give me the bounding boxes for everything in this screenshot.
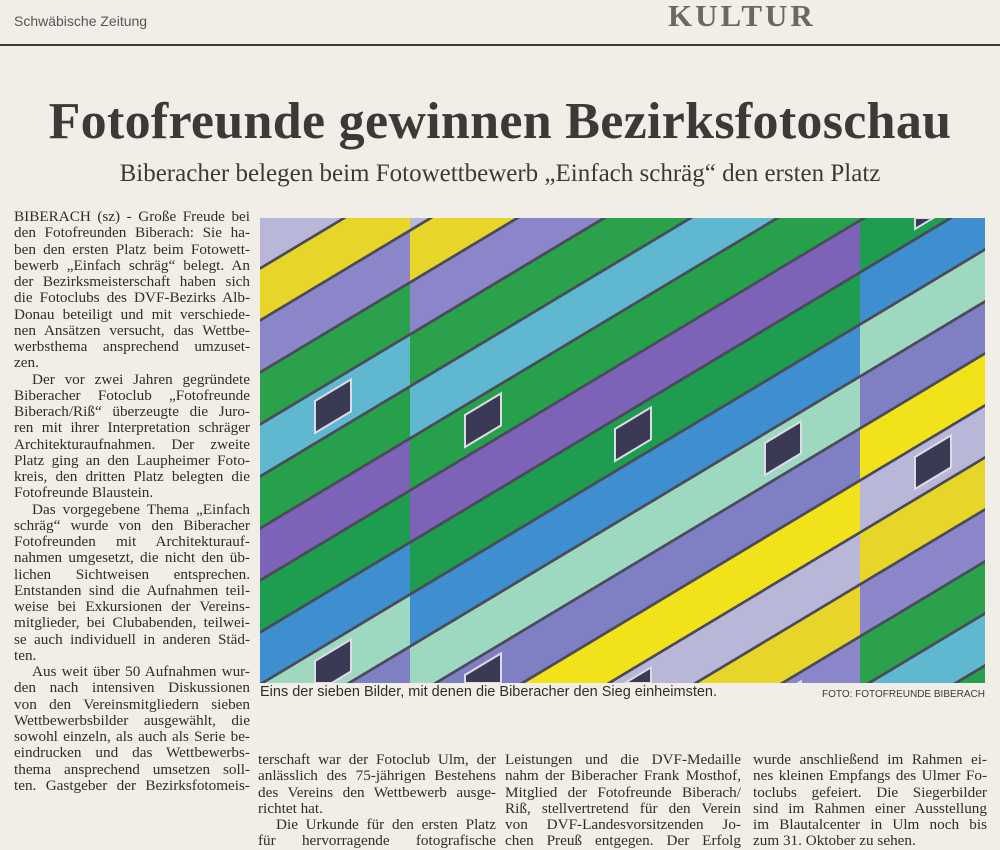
text-line: Entstanden sind die Aufnahmen teil-: [14, 582, 250, 599]
text-line: BIBERACH (sz) - Große Freude bei: [14, 209, 250, 225]
header-rule: [0, 44, 1000, 46]
text-line: richtet hat.: [258, 800, 323, 817]
text-line: weise bei Exkursionen der Vereins-: [14, 599, 250, 615]
text-line: lichen Sichtweisen entsprechen.: [14, 566, 250, 583]
text-line: der Bezirksmeisterschaft haben sich: [14, 274, 250, 290]
text-column-3: [505, 752, 741, 850]
text-line: den Fotofreunden Biberach: Sie ha-: [14, 225, 250, 242]
text-line: für hervorragende fotografische: [258, 833, 496, 850]
text-line: von DVF-Landesvorsitzenden Jo-: [505, 817, 741, 833]
text-line: Architekturaufnahmen. Der zweite: [14, 436, 250, 453]
text-line: Biberacher Fotoclub „Fotofreunde: [14, 387, 250, 404]
text-line: chen Preuß entgegen. Der Erfolg: [505, 833, 741, 850]
text-column-2: [258, 752, 496, 850]
text-line: schräg“ wurde von den Biberacher: [14, 517, 250, 534]
text-line: Leistungen und die DVF-Medaille: [505, 752, 741, 768]
text-line: Der vor zwei Jahren gegründete: [32, 371, 250, 388]
text-line: sind im Rahmen einer Ausstellung: [753, 800, 987, 817]
text-line: des Vereins den Wettbewerb ausge-: [258, 784, 496, 801]
text-line: sowohl einzeln, als auch als Serie be-: [14, 729, 250, 745]
text-line: Fotofreunden mit Architekturauf-: [14, 534, 250, 550]
text-line: se auch individuell in anderen Städ-: [14, 631, 250, 648]
text-column-1: [14, 209, 250, 794]
photo-credit: FOTO: FOTOFREUNDE BIBERACH: [822, 689, 985, 700]
text-line: thema ansprechend umsetzen soll-: [14, 761, 250, 778]
text-line: eindrucken und das Wettbewerbs-: [14, 745, 250, 762]
text-line: ten. Gastgeber der Bezirksfotomeis-: [14, 777, 250, 794]
facade-window: [798, 681, 801, 683]
article-photo: [260, 218, 985, 683]
section-title: KULTUR: [668, 0, 816, 33]
text-line: wurde anschließend im Rahmen ei-: [753, 752, 987, 768]
text-line: nahm der Biberacher Frank Mosthof,: [505, 768, 741, 785]
text-line: Die Urkunde für den ersten Platz: [276, 817, 496, 833]
photo-facade-stripes: [260, 218, 985, 683]
text-line: bewerb „Einfach schräg“ belegt. An: [14, 257, 250, 274]
subheadline: Biberacher belegen beim Fotowettbewerb „Einfach schräg“ den ersten Platz: [119, 160, 881, 187]
text-line: Riß, stellvertretend für den Verein: [505, 800, 741, 817]
text-line: ren mit ihrer Interpretation schräger: [14, 420, 250, 437]
text-line: ten.: [14, 647, 37, 664]
text-line: kreis, den dritten Platz belegten die: [14, 469, 250, 485]
text-line: zum 31. Oktober zu sehen.: [753, 833, 916, 850]
text-line: Aus weit über 50 Aufnahmen wur-: [32, 664, 250, 680]
headline: Fotofreunde gewinnen Bezirksfotoschau: [48, 93, 952, 150]
text-line: toclubs gefeiert. Die Siegerbilder: [753, 784, 987, 801]
text-line: die Fotoclubs des DVF-Bezirks Alb-: [14, 290, 250, 307]
text-line: den nach intensiven Diskussionen: [14, 680, 250, 697]
text-line: Platz ging an den Laupheimer Foto-: [14, 452, 250, 469]
text-line: Mitglied der Fotofreunde Biberach/: [505, 784, 741, 801]
text-line: Fotofreunde Blaustein.: [14, 485, 154, 502]
text-line: werbsthema ansprechend umzuset-: [14, 339, 250, 355]
text-line: mitglieder, bei Clubabenden, teilwei-: [14, 615, 250, 632]
text-line: zen.: [14, 355, 39, 372]
text-line: Wettbewerbsbilder ausgewählt, die: [14, 712, 250, 729]
photo-caption: Eins der sieben Bilder, mit denen die Biberacher den Sieg einheimsten.: [260, 684, 718, 700]
text-line: von den Vereinsmitgliedern sieben: [14, 696, 250, 713]
text-line: im Blautalcenter in Ulm noch bis: [753, 817, 987, 833]
text-line: Donau beteiligt und mit verschiede-: [14, 306, 250, 323]
text-line: Biberach/Riß“ überzeugte die Juro-: [14, 404, 250, 420]
text-line: nahmen umgesetzt, die nicht den üb-: [14, 550, 250, 567]
text-column-4: [753, 752, 987, 850]
text-line: Das vorgegebene Thema „Einfach: [32, 501, 250, 518]
text-line: anlässlich des 75-jährigen Bestehens: [258, 768, 496, 785]
text-line: nes kleinen Empfangs des Ulmer Fo-: [753, 768, 987, 785]
text-line: nen Ansätzen versucht, das Wettbe-: [14, 322, 250, 339]
newspaper-name: Schwäbische Zeitung: [14, 13, 148, 29]
text-line: ben den ersten Platz beim Fotowett-: [14, 241, 250, 258]
text-line: terschaft war der Fotoclub Ulm, der: [258, 752, 496, 768]
